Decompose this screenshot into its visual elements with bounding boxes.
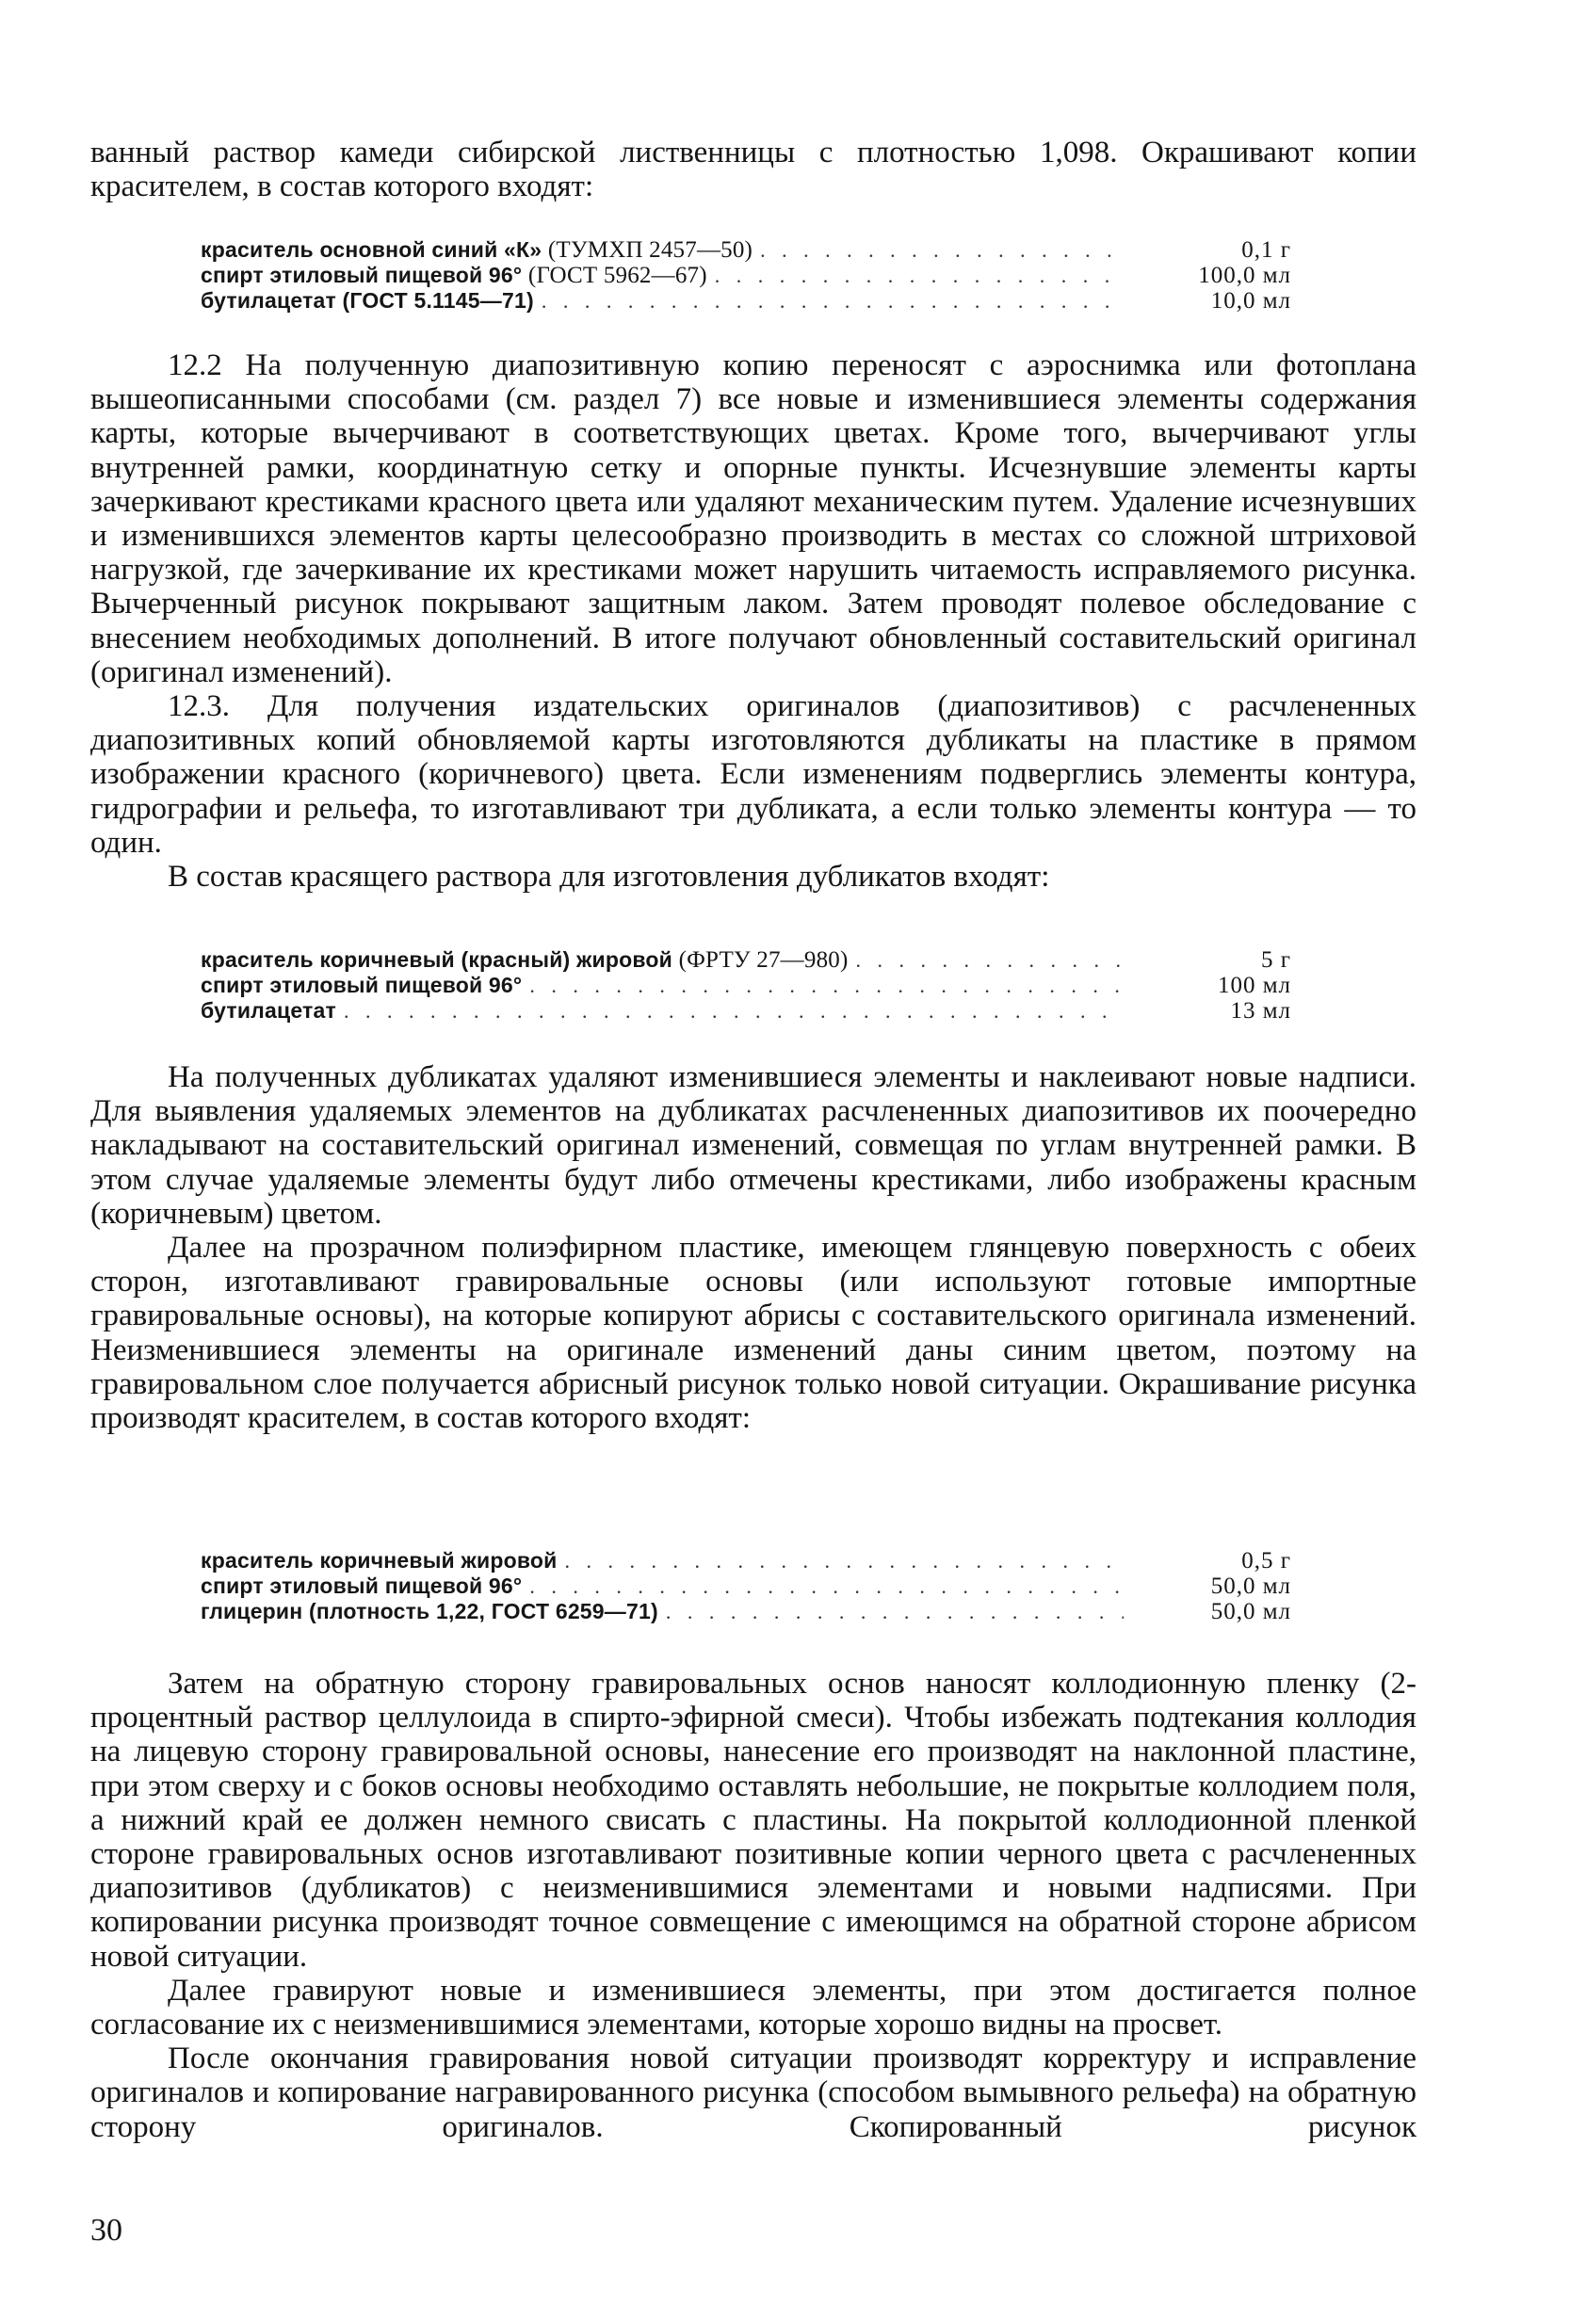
formula-dye-brown-fat (201, 1548, 1291, 1624)
ingredient-quantity: 100 мл (1217, 973, 1291, 998)
paragraph: Затем на обратную сторону гравировальных основ наносят коллодионную пленку (2-процентный раствор целлулоида в спирто-эфирной смеси). Чтобы избежать подтекания коллодия на лицевую сторону гравировальной основы, нанесение его производят на наклонной пластине, при этом сверху и с боков основы необходимо оставлять небольшие, не покрытые коллодием поля, а нижний край ее должен немного свисать с пластины. На покрытой коллодионной пленкой стороне гравировальных основ изготавливают позитивные копии черного цвета с расчлененных диапозитивов (дубликатов) с неизменившимися элементами и новыми надписями. При копировании рисунка производят точное совмещение с имеющимся на обратной стороне абрисом новой ситуации. (90, 1667, 1416, 1974)
paragraph: На полученных дубликатах удаляют изменившиеся элементы и наклеивают новые надписи. Для выявления удаляемых элементов на дубликатах расчлененных диапозитивов их поочередно накладывают на составительский оригинал изменений, совмещая по углам внутренней рамки. В этом случае удаляемые элементы будут либо отмечены крестиками, либо изображены красным (коричневым) цветом. (90, 1060, 1416, 1231)
paragraph: В состав красящего раствора для изготовления дубликатов входят: (168, 860, 1050, 895)
formula-row (201, 288, 1291, 314)
ingredient-quantity: 50,0 мл (1210, 1574, 1291, 1599)
ingredient-quantity: 5 г (1260, 947, 1291, 973)
leader-dots (760, 237, 1124, 263)
formula-row (201, 998, 1291, 1024)
paragraph: Далее гравируют новые и изменившиеся элементы, при этом достигается полное согласование их с неизменившимися элементами, которые хорошо видны на просвет. (90, 1973, 1416, 2042)
paragraph: Далее на прозрачном полиэфирном пластике, имеющем глянцевую поверхность с обеих сторон, изготавливают гравировальные основы (или используют готовые импортные гравировальные основы), на которые копируют абрисы с составительского оригинала изменений. Неизменившиеся элементы на оригинале изменений даны синим цветом, поэтому на гравировальном слое получается абрисный рисунок только новой ситуации. Окрашивание рисунка производят красителем, в состав которого входят: (90, 1231, 1416, 1436)
ingredient-quantity: 10,0 мл (1210, 288, 1291, 314)
ingredient-quantity: 0,1 г (1241, 237, 1291, 263)
formula-row (201, 237, 1291, 263)
text-block-section-12-2 (90, 348, 1416, 894)
paragraph: 12.2 На полученную диапозитивную копию переносят с аэроснимка или фотоплана вышеописанными способами (см. раздел 7) все новые и изменившиеся элементы содержания карты, которые вычерчивают в соответствующих цветах. Кроме того, вычерчивают углы внутренней рамки, координатную сетку и опорные пункты. Исчезнувшие элементы карты зачеркивают крестиками красного цвета или удаляют механическим путем. Удаление исчезнувших и изменившихся элементов карты целесообразно производить в местах со сложной штриховой нагрузкой, где зачеркивание их крестиками может нарушить читаемость исправляемого рисунка. Вычерченный рисунок покрывают защитным лаком. Затем проводят полевое обследование с внесением необходимых дополнений. В итоге получают обновленный составительский оригинал (оригинал изменений). (90, 348, 1416, 689)
ingredient-quantity: 50,0 мл (1210, 1599, 1291, 1624)
formula-row (201, 1548, 1291, 1574)
formula-row (201, 263, 1291, 288)
paragraph: 12.3. Для получения издательских оригиналов (диапозитивов) с расчлененных диапозитивных копий обновляемой карты изготовляются дубликаты на пластике в прямом изображении красного (коричневого) цвета. Если изменениям подверглись элементы контура, гидрографии и рельефа, то изготавливают три дубликата, а если только элементы контура — то один. (90, 689, 1416, 860)
page-number: 30 (90, 2213, 122, 2248)
text-block-intro (90, 136, 1416, 203)
ingredient-name: спирт этиловый пищевой 96° (201, 1574, 523, 1598)
formula-dye-blue (201, 237, 1291, 314)
leader-dots (564, 1548, 1124, 1574)
text-block-collodion (90, 1667, 1416, 2144)
ingredient-name: краситель основной синий «К» (ТУМХП 2457—50) (201, 237, 753, 263)
ingredient-quantity: 100,0 мл (1198, 263, 1291, 288)
leader-dots (856, 947, 1125, 973)
ingredient-name: спирт этиловый пищевой 96° (201, 973, 523, 997)
leader-dots (529, 1574, 1124, 1599)
text-block-duplicates (90, 1060, 1416, 1435)
ingredient-name: бутилацетат (ГОСТ 5.1145—71) (201, 288, 534, 313)
ingredient-name: краситель коричневый (красный) жировой (ФРТУ 27—980) (201, 947, 849, 973)
ingredient-quantity: 13 мл (1230, 998, 1291, 1024)
leader-dots (529, 973, 1124, 998)
formula-dye-brown (201, 947, 1291, 1024)
ingredient-name: глицерин (плотность 1,22, ГОСТ 6259—71) (201, 1599, 658, 1623)
leader-dots (344, 998, 1124, 1024)
ingredient-name: спирт этиловый пищевой 96° (ГОСТ 5962—67) (201, 263, 707, 288)
leader-dots (715, 263, 1124, 288)
leader-dots (666, 1599, 1124, 1624)
paragraph: После окончания гравирования новой ситуации производят корректуру и исправление оригиналов и копирование награвированного рисунка (способом вымывного рельефа) на обратную сторону оригиналов. Скопированный рисунок (90, 2042, 1416, 2144)
formula-row (201, 947, 1291, 973)
formula-row (201, 1599, 1291, 1624)
formula-row (201, 1574, 1291, 1599)
ingredient-quantity: 0,5 г (1241, 1548, 1291, 1574)
leader-dots (542, 288, 1124, 314)
paragraph: ванный раствор камеди сибирской лиственницы с плотностью 1,098. Окрашивают копии красителем, в состав которого входят: (90, 136, 1416, 204)
ingredient-name: краситель коричневый жировой (201, 1548, 558, 1573)
ingredient-name: бутилацетат (201, 998, 336, 1023)
formula-row (201, 973, 1291, 998)
